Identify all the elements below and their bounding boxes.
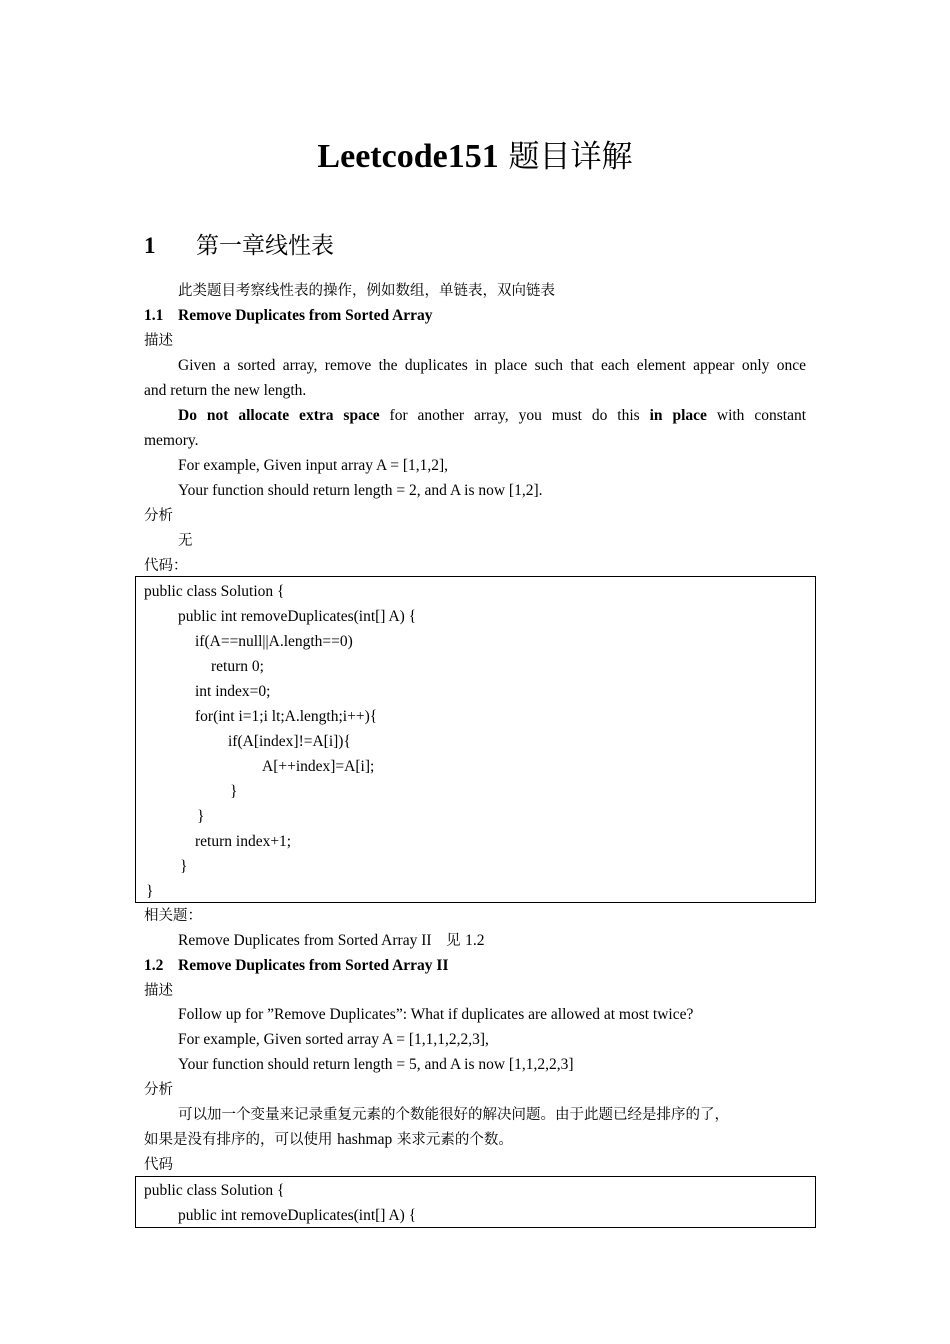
code-label: 代码 [144, 1157, 173, 1173]
text-span: hashmap [337, 1131, 393, 1148]
desc-constraint-line: memory. [144, 432, 199, 449]
related-item [178, 929, 841, 953]
chapter-number: 1 [144, 233, 156, 258]
code-line: if(A[index]!=A[i]){ [228, 733, 351, 750]
code-line: A[++index]=A[i]; [262, 758, 375, 775]
code-line: public int removeDuplicates(int[] A) { [178, 608, 417, 625]
desc-line: For example, Given sorted array A = [1,1,1,2,2,3], [178, 1031, 489, 1048]
code-line: for(int i=1;i lt;A.length;i++){ [195, 708, 378, 725]
chapter-heading [144, 229, 334, 263]
example-line: For example, Given input array A = [1,1,2], [178, 457, 449, 474]
title-zh: 题目详解 [498, 139, 633, 175]
section-heading-1-1 [144, 304, 807, 328]
code-label: 代码： [144, 558, 188, 574]
desc-constraint-line [178, 404, 806, 428]
desc-label: 描述 [144, 983, 173, 999]
related-see: 见 [431, 933, 466, 949]
code-line: if(A==null||A.length==0) [195, 633, 353, 650]
code-line: public int removeDuplicates(int[] A) { [178, 1207, 417, 1224]
code-block [135, 576, 816, 903]
desc-paragraph-line: and return the new length. [144, 382, 307, 399]
section-title: Remove Duplicates from Sorted Array [178, 307, 433, 324]
title-en: Leetcode151 [317, 138, 499, 175]
desc-line: Follow up for ”Remove Duplicates”: What if duplicates are allowed at most twice? [178, 1006, 694, 1023]
related-label: 相关题： [144, 908, 202, 924]
desc-line: Your function should return length = 5, and A is now [1,1,2,2,3] [178, 1056, 574, 1073]
code-line: } [230, 783, 238, 800]
code-line: int index=0; [195, 683, 271, 700]
chapter-intro: 此类题目考察线性表的操作，例如数组，单链表，双向链表 [178, 283, 555, 299]
code-line: public class Solution { [144, 1182, 285, 1199]
chapter-title: 第一章线性表 [196, 233, 334, 259]
analysis-line [144, 1128, 807, 1152]
text-span: with constant [706, 407, 807, 424]
bold-phrase: in place [649, 407, 707, 424]
text-span: 如果是没有排序的，可以使用 [144, 1132, 338, 1148]
section-number: 1.2 [144, 957, 164, 974]
analysis-line: 可以加一个变量来记录重复元素的个数能很好的解决问题。由于此题已经是排序的了， [178, 1107, 729, 1123]
desc-label: 描述 [144, 333, 173, 349]
code-block [135, 1176, 816, 1228]
code-line: return 0; [211, 658, 264, 675]
section-heading-1-2 [144, 954, 807, 978]
code-line: return index+1; [195, 833, 292, 850]
section-title: Remove Duplicates from Sorted Array II [178, 957, 449, 974]
analysis-label: 分析 [144, 1082, 173, 1098]
code-line: } [180, 858, 188, 875]
desc-paragraph-line: Given a sorted array, remove the duplicates in place such that each element appear only once [178, 357, 806, 374]
document-title [0, 136, 950, 178]
related-ref-link[interactable]: 1.2 [465, 932, 485, 949]
code-line: public class Solution { [144, 583, 285, 600]
analysis-text: 无 [178, 533, 193, 549]
related-title: Remove Duplicates from Sorted Array II [178, 932, 432, 949]
bold-phrase: Do not allocate extra space [178, 407, 380, 424]
example-line: Your function should return length = 2, and A is now [1,2]. [178, 482, 543, 499]
text-span: 来求元素的个数。 [392, 1132, 513, 1148]
section-number: 1.1 [144, 307, 164, 324]
code-line: } [197, 808, 205, 825]
text-span: for another array, you must do this [379, 407, 650, 424]
code-line: } [146, 883, 154, 900]
analysis-label: 分析 [144, 508, 173, 524]
